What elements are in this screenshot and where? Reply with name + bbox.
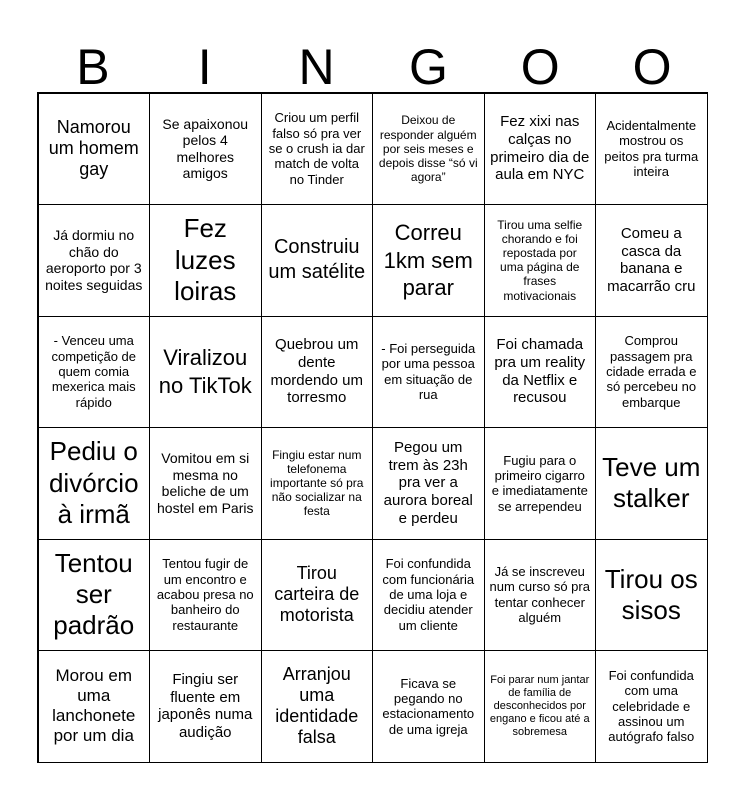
bingo-cell[interactable]: Acidentalmente mostrou os peitos pra turma inteira (595, 93, 708, 206)
bingo-cell[interactable]: - Foi perseguida por uma pessoa em situação de rua (372, 316, 485, 429)
bingo-cell[interactable]: Teve um stalker (595, 427, 708, 540)
bingo-cell[interactable]: Morou em uma lanchonete por um dia (38, 650, 151, 763)
bingo-cell[interactable]: Tirou uma selfie chorando e foi repostada por uma página de frases motivacionais (484, 204, 597, 317)
bingo-cell[interactable]: Comprou passagem pra cidade errada e só percebeu no embarque (595, 316, 708, 429)
bingo-cell[interactable]: Já dormiu no chão do aeroporto por 3 noites seguidas (38, 204, 151, 317)
bingo-cell[interactable]: Se apaixonou pelos 4 melhores amigos (149, 93, 262, 206)
bingo-cell[interactable]: Fez luzes loiras (149, 204, 262, 317)
bingo-cell[interactable]: Tentou ser padrão (38, 539, 151, 652)
bingo-cell[interactable]: Pegou um trem às 23h pra ver a aurora boreal e perdeu (372, 427, 485, 540)
bingo-cell[interactable]: Pediu o divórcio à irmã (38, 427, 151, 540)
bingo-cell[interactable]: Fugiu para o primeiro cigarro e imediatamente se arrependeu (484, 427, 597, 540)
bingo-cell[interactable]: Namorou um homem gay (38, 93, 151, 206)
bingo-cell[interactable]: Arranjou uma identidade falsa (261, 650, 374, 763)
bingo-header (37, 0, 708, 95)
bingo-cell[interactable]: Foi confundida com uma celebridade e assinou um autógrafo falso (595, 650, 708, 763)
bingo-cell[interactable]: Correu 1km sem parar (372, 204, 485, 317)
bingo-cell[interactable]: Ficava se pegando no estacionamento de uma igreja (372, 650, 485, 763)
bingo-cell[interactable]: Comeu a casca da banana e macarrão cru (595, 204, 708, 317)
bingo-cell[interactable]: Tentou fugir de um encontro e acabou presa no banheiro do restaurante (149, 539, 262, 652)
bingo-cell[interactable]: Já se inscreveu num curso só pra tentar conhecer alguém (484, 539, 597, 652)
bingo-board (37, 92, 708, 763)
header-letter: B (76, 39, 110, 95)
bingo-cell[interactable]: Foi parar num jantar de família de desconhecidos por engano e ficou até a sobremesa (484, 650, 597, 763)
header-letter: O (632, 39, 672, 95)
header-letter: G (408, 39, 448, 95)
bingo-cell[interactable]: Tirou carteira de motorista (261, 539, 374, 652)
bingo-cell[interactable]: Fingiu ser fluente em japonês numa audição (149, 650, 262, 763)
bingo-cell[interactable]: Vomitou em si mesma no beliche de um hostel em Paris (149, 427, 262, 540)
bingo-cell[interactable]: Foi confundida com funcionária de uma loja e decidiu atender um cliente (372, 539, 485, 652)
bingo-cell[interactable]: Fez xixi nas calças no primeiro dia de aula em NYC (484, 93, 597, 206)
bingo-cell[interactable]: - Venceu uma competição de quem comia mexerica mais rápido (38, 316, 151, 429)
bingo-cell[interactable]: Criou um perfil falso só pra ver se o crush ia dar match de volta no Tinder (261, 93, 374, 206)
bingo-cell[interactable]: Fingiu estar num telefonema importante só pra não socializar na festa (261, 427, 374, 540)
header-letter: N (298, 39, 335, 95)
bingo-cell[interactable]: Construiu um satélite (261, 204, 374, 317)
bingo-cell[interactable]: Foi chamada pra um reality da Netflix e recusou (484, 316, 597, 429)
bingo-cell[interactable]: Tirou os sisos (595, 539, 708, 652)
header-letter: O (520, 39, 560, 95)
bingo-cell[interactable]: Viralizou no TikTok (149, 316, 262, 429)
header-letter: I (197, 39, 212, 95)
bingo-cell[interactable]: Deixou de responder alguém por seis meses e depois disse “só vi agora” (372, 93, 485, 206)
bingo-cell[interactable]: Quebrou um dente mordendo um torresmo (261, 316, 374, 429)
